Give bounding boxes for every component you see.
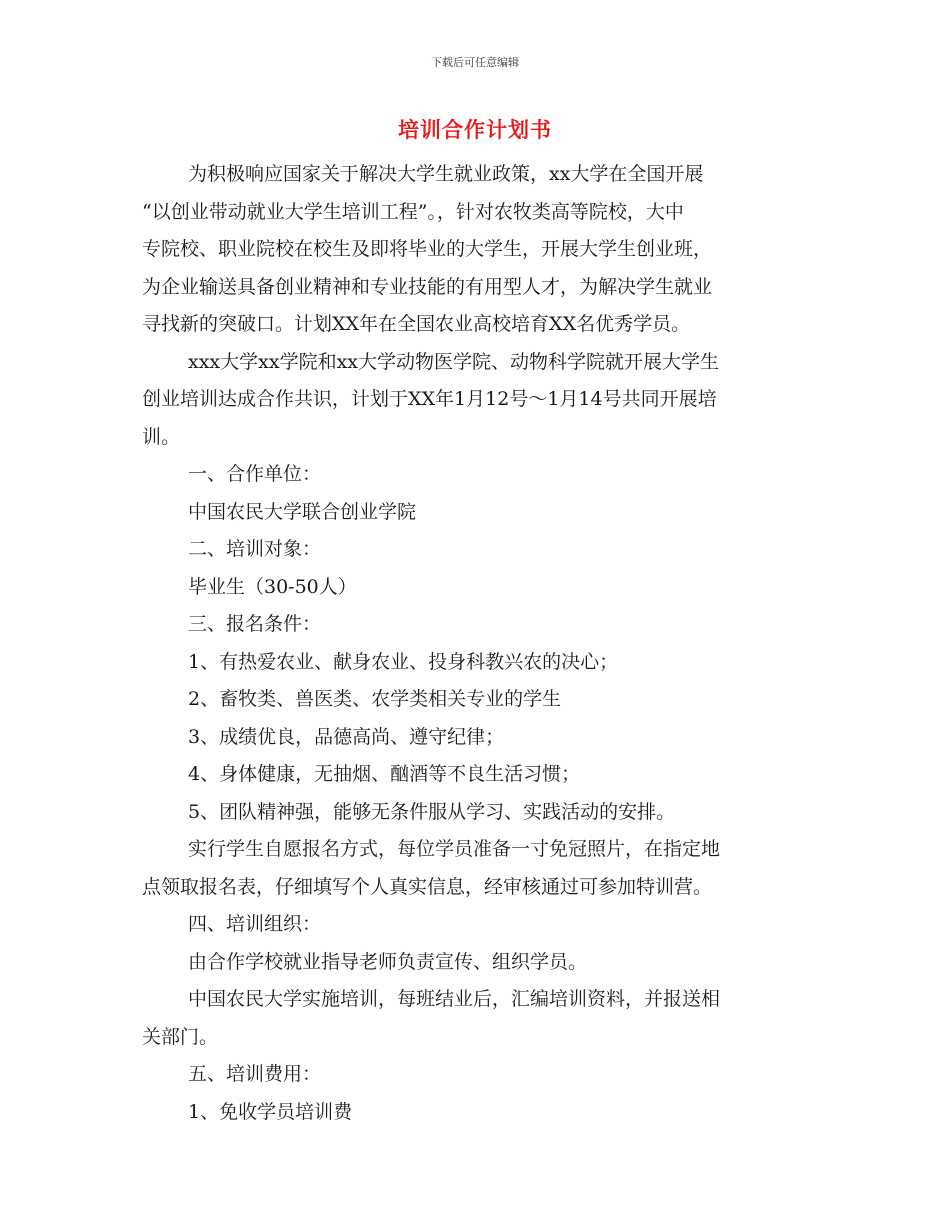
paragraph-line: xxx大学xx学院和xx大学动物医学院、动物科学院就开展大学生 [188, 350, 720, 373]
paragraph-line: 中国农民大学实施培训，每班结业后，汇编培训资料，并报送相 [188, 988, 721, 1010]
paragraph-line: 点领取报名表，仔细填写个人真实信息，经审核通过可参加特训营。 [142, 875, 713, 898]
list-item: 1、有热爱农业、献身农业、投身科教兴农的决心； [188, 650, 619, 673]
section-heading: 四、培训组织： [188, 913, 322, 935]
paragraph-line: 创业培训达成合作共识，计划于XX年1月12号～1月14号共同开展培 [142, 388, 717, 410]
paragraph-line: “以创业带动就业大学生培训工程”。，针对农牧类高等院校，大中 [142, 200, 684, 223]
paragraph-line: 实行学生自愿报名方式，每位学员准备一寸免冠照片，在指定地 [188, 838, 721, 860]
header-note: 下载后可任意编辑 [431, 56, 519, 69]
list-item: 2、畜牧类、兽医类、农学类相关专业的学生 [188, 688, 562, 710]
section-heading: 五、培训费用： [188, 1063, 322, 1085]
list-item: 4、身体健康，无抽烟、酗酒等不良生活习惯； [188, 763, 581, 785]
paragraph-line: 为积极响应国家关于解决大学生就业政策，xx大学在全国开展 [188, 163, 704, 185]
document-body [142, 156, 810, 1131]
paragraph-line: 寻找新的突破口。计划XX年在全国农业高校培育XX名优秀学员。 [142, 313, 691, 335]
paragraph-line: 为企业输送具备创业精神和专业技能的有用型人才，为解决学生就业 [142, 275, 713, 298]
section-heading: 三、报名条件： [188, 613, 322, 635]
paragraph-line: 训。 [142, 425, 181, 448]
list-item: 1、免收学员培训费 [188, 1100, 353, 1123]
paragraph-line: 毕业生（30-50人） [188, 575, 357, 598]
paragraph-line: 关部门。 [142, 1025, 219, 1048]
section-heading: 一、合作单位： [188, 463, 322, 485]
paragraph-line: 中国农民大学联合创业学院 [188, 500, 417, 523]
section-heading: 二、培训对象： [188, 538, 322, 560]
paragraph-line: 专院校、职业院校在校生及即将毕业的大学生，开展大学生创业班， [142, 238, 713, 260]
list-item: 5、团队精神强，能够无条件服从学习、实践活动的安排。 [188, 800, 676, 823]
list-item: 3、成绩优良，品德高尚、遵守纪律； [188, 725, 505, 748]
document-title: 培训合作计划书 [398, 118, 552, 142]
paragraph-line: 由合作学校就业指导老师负责宣传、组织学员。 [188, 950, 588, 973]
